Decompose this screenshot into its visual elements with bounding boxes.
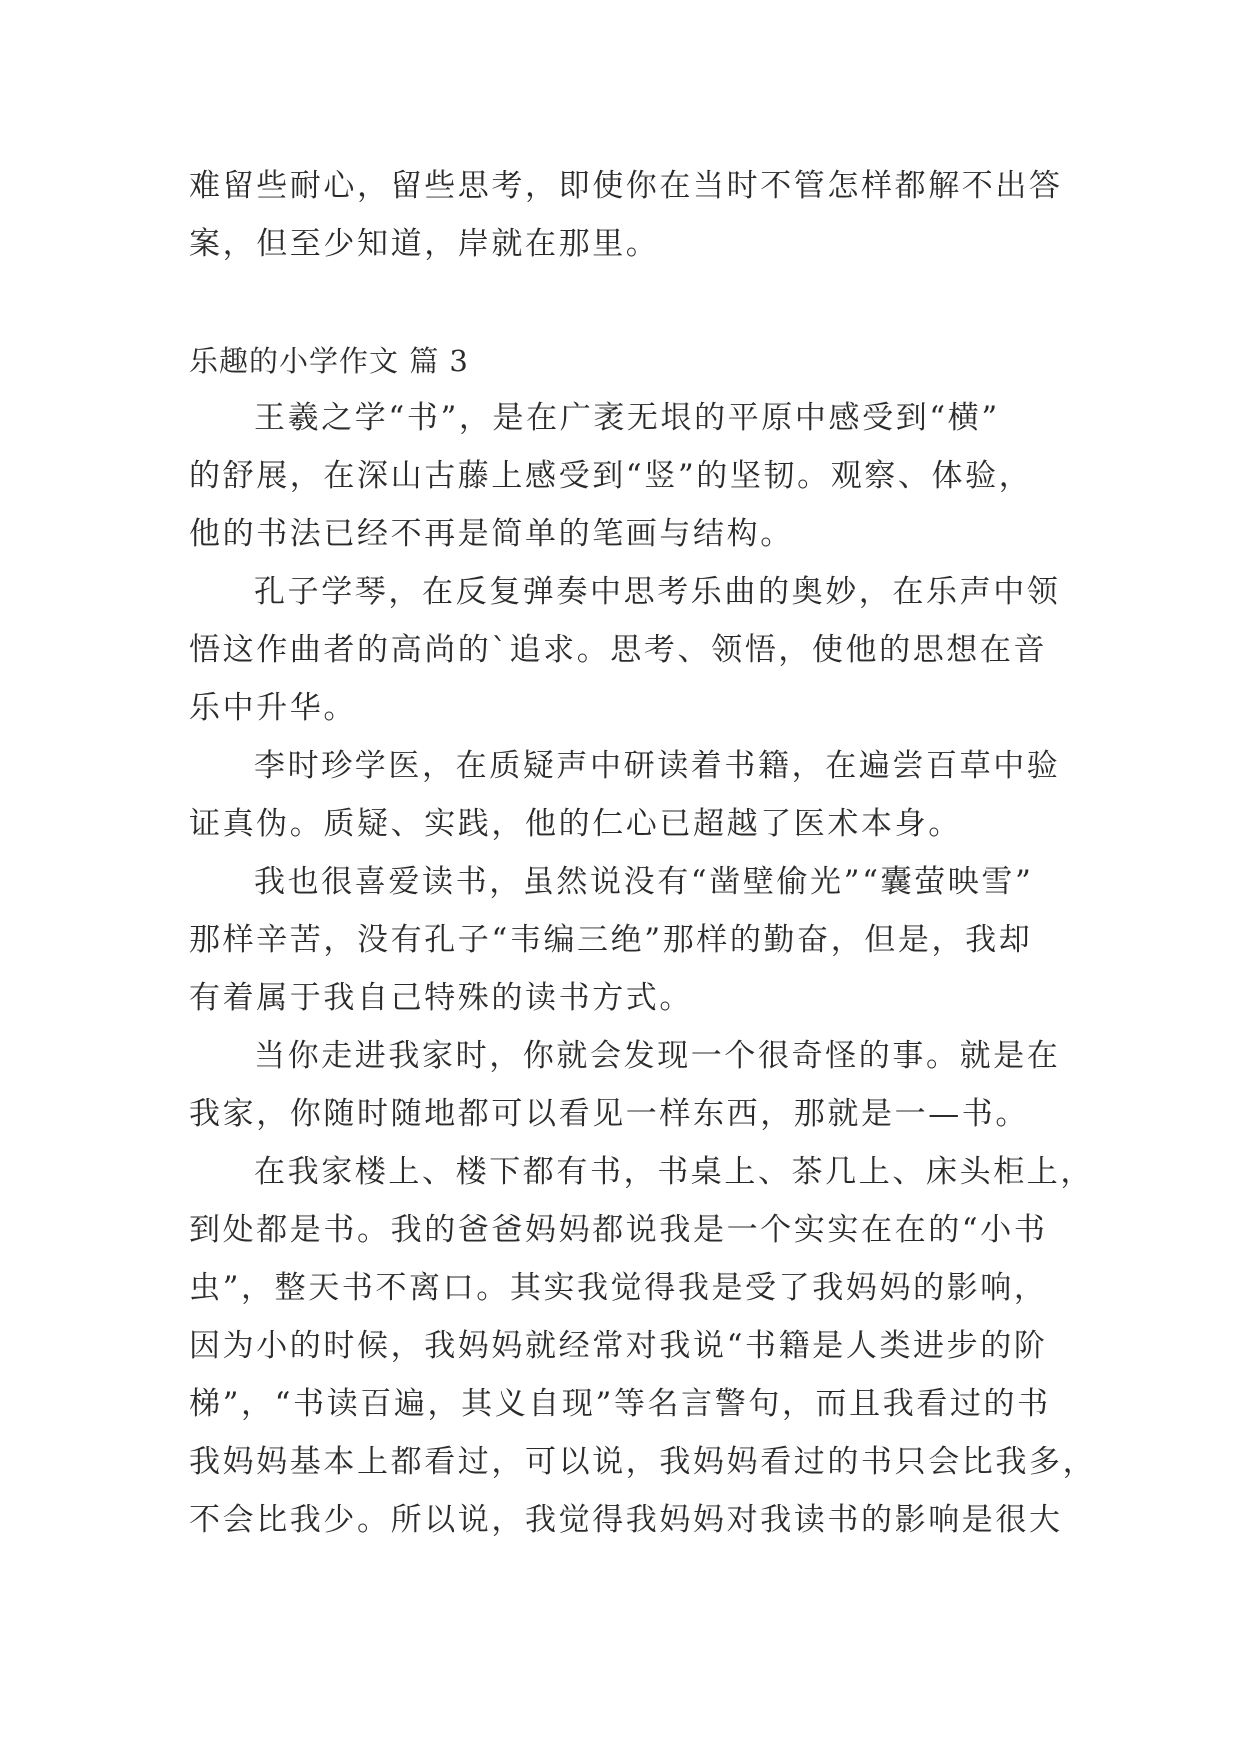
paragraph-line: 我妈妈基本上都看过，可以说，我妈妈看过的书只会比我多， xyxy=(189,1444,1097,1480)
paragraph-line: 梯”，“书读百遍，其义自现”等名言警句，而且我看过的书 xyxy=(189,1386,1051,1422)
paragraph-line: 孔子学琴，在反复弹奏中思考乐曲的奥妙，在乐声中领 xyxy=(254,574,1061,610)
paragraph-line: 不会比我少。所以说，我觉得我妈妈对我读书的影响是很大 xyxy=(189,1502,1063,1538)
paragraph-line: 他的书法已经不再是简单的笔画与结构。 xyxy=(189,516,794,552)
paragraph-line: 李时珍学医，在质疑声中研读着书籍，在遍尝百草中验 xyxy=(254,748,1061,784)
paragraph-line: 乐中升华。 xyxy=(189,690,357,726)
paragraph-line: 那样辛苦，没有孔子“韦编三绝”那样的勤奋，但是，我却 xyxy=(189,922,1033,958)
paragraph-line: 案，但至少知道，岸就在那里。 xyxy=(189,226,660,262)
paragraph-line: 证真伪。质疑、实践，他的仁心已超越了医术本身。 xyxy=(189,806,962,842)
paragraph-line: 我也很喜爱读书，虽然说没有“凿壁偷光”“囊萤映雪” xyxy=(254,864,1034,900)
paragraph-line: 有着属于我自己特殊的读书方式。 xyxy=(189,980,693,1016)
paragraph-line: 王羲之学“书”，是在广袤无垠的平原中感受到“横” xyxy=(254,400,1000,436)
paragraph-line: 到处都是书。我的爸爸妈妈都说我是一个实实在在的“小书 xyxy=(189,1212,1048,1248)
section-heading: 乐趣的小学作文 篇 3 xyxy=(189,344,469,378)
paragraph-line: 的舒展，在深山古藤上感受到“竖”的坚韧。观察、体验， xyxy=(189,458,1033,494)
paragraph-line: 难留些耐心，留些思考，即使你在当时不管怎样都解不出答 xyxy=(189,168,1063,204)
paragraph-line: 悟这作曲者的高尚的`追求。思考、领悟，使他的思想在音 xyxy=(189,632,1048,668)
paragraph-line: 虫”，整天书不离口。其实我觉得我是受了我妈妈的影响， xyxy=(189,1270,1048,1306)
paragraph-line: 在我家楼上、楼下都有书，书桌上、茶几上、床头柜上， xyxy=(254,1154,1094,1190)
paragraph-line: 因为小的时候，我妈妈就经常对我说“书籍是人类进步的阶 xyxy=(189,1328,1048,1364)
paragraph-line: 我家，你随时随地都可以看见一样东西，那就是一—书。 xyxy=(189,1096,1029,1132)
paragraph-line: 当你走进我家时，你就会发现一个很奇怪的事。就是在 xyxy=(254,1038,1061,1074)
